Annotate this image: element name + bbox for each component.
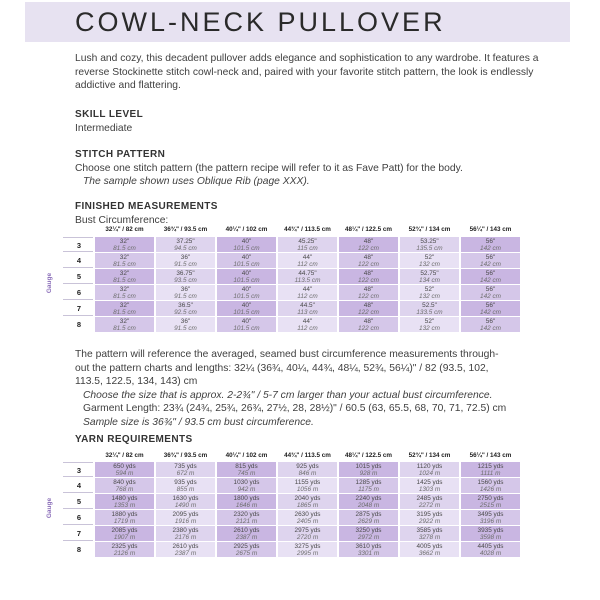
gauge-row-label: 4 <box>63 253 93 268</box>
measurement-cell: 56" 142 cm <box>461 301 520 316</box>
gauge-row-label: 6 <box>63 510 93 525</box>
measurement-cell: 2750 yds 2515 m <box>461 494 520 509</box>
measurement-cell: 2325 yds 2126 m <box>95 542 154 557</box>
measurement-cell: 1030 yds 942 m <box>217 478 276 493</box>
measurement-cell: 37.25" 94.5 cm <box>156 237 215 252</box>
measurement-cell: 2040 yds 1865 m <box>278 494 337 509</box>
measurement-cell: 53.25" 135.5 cm <box>400 237 459 252</box>
yarn-requirements-section <box>75 433 553 447</box>
measurement-cell: 56" 142 cm <box>461 253 520 268</box>
measurement-cell: 45.25" 115 cm <box>278 237 337 252</box>
measurement-cell: 2095 yds 1916 m <box>156 510 215 525</box>
measurement-cell: 36.75" 93.5 cm <box>156 269 215 284</box>
measurement-cell: 1480 yds 1353 m <box>95 494 154 509</box>
measurement-cell: 40" 101.5 cm <box>217 269 276 284</box>
measurement-cell: 56" 142 cm <box>461 237 520 252</box>
gauge-row-label: 3 <box>63 462 93 477</box>
measurement-cell: 56" 142 cm <box>461 269 520 284</box>
sizing-note-line: The pattern will reference the averaged, seamed bust circumference measurements through- <box>75 349 499 360</box>
measurement-cell: 40" 101.5 cm <box>217 237 276 252</box>
gauge-row-label: 4 <box>63 478 93 493</box>
stitch-pattern-section <box>75 148 553 189</box>
measurement-cell: 44" 112 cm <box>278 253 337 268</box>
finished-measurements-heading: FINISHED MEASUREMENTS <box>75 201 218 212</box>
size-header: 40¼" / 102 cm <box>225 226 268 233</box>
size-header: 44¾" / 113.5 cm <box>284 226 331 233</box>
size-header: 40¼" / 102 cm <box>225 452 268 459</box>
measurement-cell: 840 yds 768 m <box>95 478 154 493</box>
measurement-cell: 44" 112 cm <box>278 285 337 300</box>
gauge-row-label: 7 <box>63 301 93 316</box>
measurement-cell: 1880 yds 1719 m <box>95 510 154 525</box>
measurement-cell: 3935 yds 3598 m <box>461 526 520 541</box>
measurement-cell: 32" 81.5 cm <box>95 317 154 332</box>
intro-paragraph: Lush and cozy, this decadent pullover adds elegance and sophistication to any wardrobe. It features a reverse Stockinette stitch cowl-neck and, paired with your favorite stitch pattern, the look is endlessly addictive and flattering. <box>75 53 539 92</box>
measurement-cell: 56" 142 cm <box>461 285 520 300</box>
measurement-cell: 40" 101.5 cm <box>217 317 276 332</box>
measurement-cell: 4405 yds 4028 m <box>461 542 520 557</box>
measurement-cell: 44.75" 113.5 cm <box>278 269 337 284</box>
measurement-cell: 48" 122 cm <box>339 301 398 316</box>
measurement-cell: 935 yds 855 m <box>156 478 215 493</box>
bust-table-size-headers <box>95 226 522 233</box>
measurement-cell: 40" 101.5 cm <box>217 285 276 300</box>
measurement-cell: 3585 yds 3278 m <box>400 526 459 541</box>
choose-size-note: Choose the size that is approx. 2-2¾" / 5-7 cm larger than your actual bust circumference. <box>83 389 493 401</box>
size-header: 44¾" / 113.5 cm <box>284 452 331 459</box>
measurement-cell: 4005 yds 3662 m <box>400 542 459 557</box>
measurement-cell: 32" 81.5 cm <box>95 253 154 268</box>
measurement-cell: 40" 101.5 cm <box>217 301 276 316</box>
measurement-cell: 36" 91.5 cm <box>156 253 215 268</box>
measurement-cell: 3195 yds 2922 m <box>400 510 459 525</box>
measurement-cell: 36.5" 92.5 cm <box>156 301 215 316</box>
measurement-cell: 48" 122 cm <box>339 269 398 284</box>
measurement-cell: 3495 yds 3196 m <box>461 510 520 525</box>
measurement-cell: 2320 yds 2121 m <box>217 510 276 525</box>
measurement-cell: 44.5" 113 cm <box>278 301 337 316</box>
bust-circumference-table <box>63 237 520 332</box>
title-bar <box>25 2 570 42</box>
measurement-cell: 48" 122 cm <box>339 253 398 268</box>
measurement-cell: 52" 132 cm <box>400 253 459 268</box>
measurement-cell: 1285 yds 1175 m <box>339 478 398 493</box>
stitch-pattern-body: Choose one stitch pattern (the pattern recipe will refer to it as Fave Patt) for the body. <box>75 162 463 174</box>
measurement-cell: 1015 yds 928 m <box>339 462 398 477</box>
yarn-requirements-table <box>63 462 520 557</box>
gauge-axis-label: Gauge <box>46 497 53 519</box>
measurement-cell: 1630 yds 1490 m <box>156 494 215 509</box>
measurement-cell: 2380 yds 2176 m <box>156 526 215 541</box>
measurement-cell: 2240 yds 2048 m <box>339 494 398 509</box>
measurement-cell: 2085 yds 1907 m <box>95 526 154 541</box>
size-header: 36¾" / 93.5 cm <box>163 226 208 233</box>
gauge-row-label: 5 <box>63 269 93 284</box>
size-header: 56¼" / 143 cm <box>469 452 512 459</box>
measurement-cell: 3610 yds 3301 m <box>339 542 398 557</box>
garment-length-note: Garment Length: 23¾ (24¾, 25¾, 26¾, 27½, 28, 28½)" / 60.5 (63, 65.5, 68, 70, 71, 72.5) cm <box>83 403 507 415</box>
measurement-cell: 48" 122 cm <box>339 317 398 332</box>
measurement-cell: 2975 yds 2720 m <box>278 526 337 541</box>
measurement-cell: 32" 81.5 cm <box>95 285 154 300</box>
measurement-cell: 3275 yds 2995 m <box>278 542 337 557</box>
size-header: 32¼" / 82 cm <box>105 226 144 233</box>
measurement-cell: 1560 yds 1426 m <box>461 478 520 493</box>
yarn-requirements-heading: YARN REQUIREMENTS <box>75 434 193 445</box>
measurement-cell: 48" 122 cm <box>339 237 398 252</box>
skill-level-section <box>75 108 553 135</box>
yarn-table-size-headers <box>95 452 522 459</box>
measurement-cell: 2630 yds 2405 m <box>278 510 337 525</box>
finished-measurements-section <box>75 200 553 227</box>
measurement-cell: 36" 91.5 cm <box>156 317 215 332</box>
measurement-cell: 925 yds 846 m <box>278 462 337 477</box>
measurement-cell: 32" 81.5 cm <box>95 237 154 252</box>
sizing-notes <box>75 348 553 430</box>
gauge-row-label: 3 <box>63 237 93 252</box>
size-header: 52¾" / 134 cm <box>408 452 451 459</box>
measurement-cell: 2610 yds 2387 m <box>156 542 215 557</box>
sample-size-note: Sample size is 36¾" / 93.5 cm bust circumference. <box>83 416 314 428</box>
measurement-cell: 1155 yds 1056 m <box>278 478 337 493</box>
measurement-cell: 44" 112 cm <box>278 317 337 332</box>
measurement-cell: 815 yds 745 m <box>217 462 276 477</box>
measurement-cell: 2610 yds 2387 m <box>217 526 276 541</box>
size-header: 32¼" / 82 cm <box>105 452 144 459</box>
measurement-cell: 48" 122 cm <box>339 285 398 300</box>
measurement-cell: 52" 132 cm <box>400 285 459 300</box>
measurement-cell: 1800 yds 1646 m <box>217 494 276 509</box>
sizing-note-line: 113.5, 122.5, 134, 143) cm <box>75 376 198 388</box>
measurement-cell: 36" 91.5 cm <box>156 285 215 300</box>
size-header: 48¼" / 122.5 cm <box>344 452 393 459</box>
size-header: 48¼" / 122.5 cm <box>344 226 393 233</box>
measurement-cell: 2485 yds 2272 m <box>400 494 459 509</box>
stitch-pattern-heading: STITCH PATTERN <box>75 149 166 160</box>
measurement-cell: 40" 101.5 cm <box>217 253 276 268</box>
measurement-cell: 52.75" 134 cm <box>400 269 459 284</box>
gauge-row-label: 5 <box>63 494 93 509</box>
measurement-cell: 3250 yds 2972 m <box>339 526 398 541</box>
measurement-cell: 32" 81.5 cm <box>95 301 154 316</box>
stitch-pattern-note: The sample shown uses Oblique Rib (page XXX). <box>83 176 310 188</box>
measurement-cell: 735 yds 672 m <box>156 462 215 477</box>
measurement-cell: 32" 81.5 cm <box>95 269 154 284</box>
sizing-note-line: out the pattern charts and lengths: 32¼ (36¾, 40¼, 44¾, 48¼, 52¾, 56¼)" / 82 (93.5, 102, <box>75 362 489 374</box>
measurement-cell: 56" 142 cm <box>461 317 520 332</box>
measurement-cell: 1120 yds 1024 m <box>400 462 459 477</box>
measurement-cell: 52.5" 133.5 cm <box>400 301 459 316</box>
size-header: 36¾" / 93.5 cm <box>163 452 208 459</box>
gauge-axis-label: Gauge <box>46 272 53 294</box>
measurement-cell: 2875 yds 2629 m <box>339 510 398 525</box>
size-header: 56¼" / 143 cm <box>469 226 512 233</box>
page-title: COWL-NECK PULLOVER <box>75 7 446 37</box>
skill-level-value: Intermediate <box>75 122 133 134</box>
measurement-cell: 2925 yds 2675 m <box>217 542 276 557</box>
gauge-row-label: 8 <box>76 545 81 554</box>
gauge-row-label: 7 <box>63 526 93 541</box>
measurement-cell: 650 yds 594 m <box>95 462 154 477</box>
bust-circumference-label: Bust Circumference: <box>75 214 169 226</box>
measurement-cell: 1215 yds 1111 m <box>461 462 520 477</box>
gauge-row-label: 8 <box>76 320 81 329</box>
measurement-cell: 52" 132 cm <box>400 317 459 332</box>
skill-level-heading: SKILL LEVEL <box>75 109 144 120</box>
size-header: 52¾" / 134 cm <box>408 226 451 233</box>
gauge-row-label: 6 <box>63 285 93 300</box>
measurement-cell: 1425 yds 1303 m <box>400 478 459 493</box>
